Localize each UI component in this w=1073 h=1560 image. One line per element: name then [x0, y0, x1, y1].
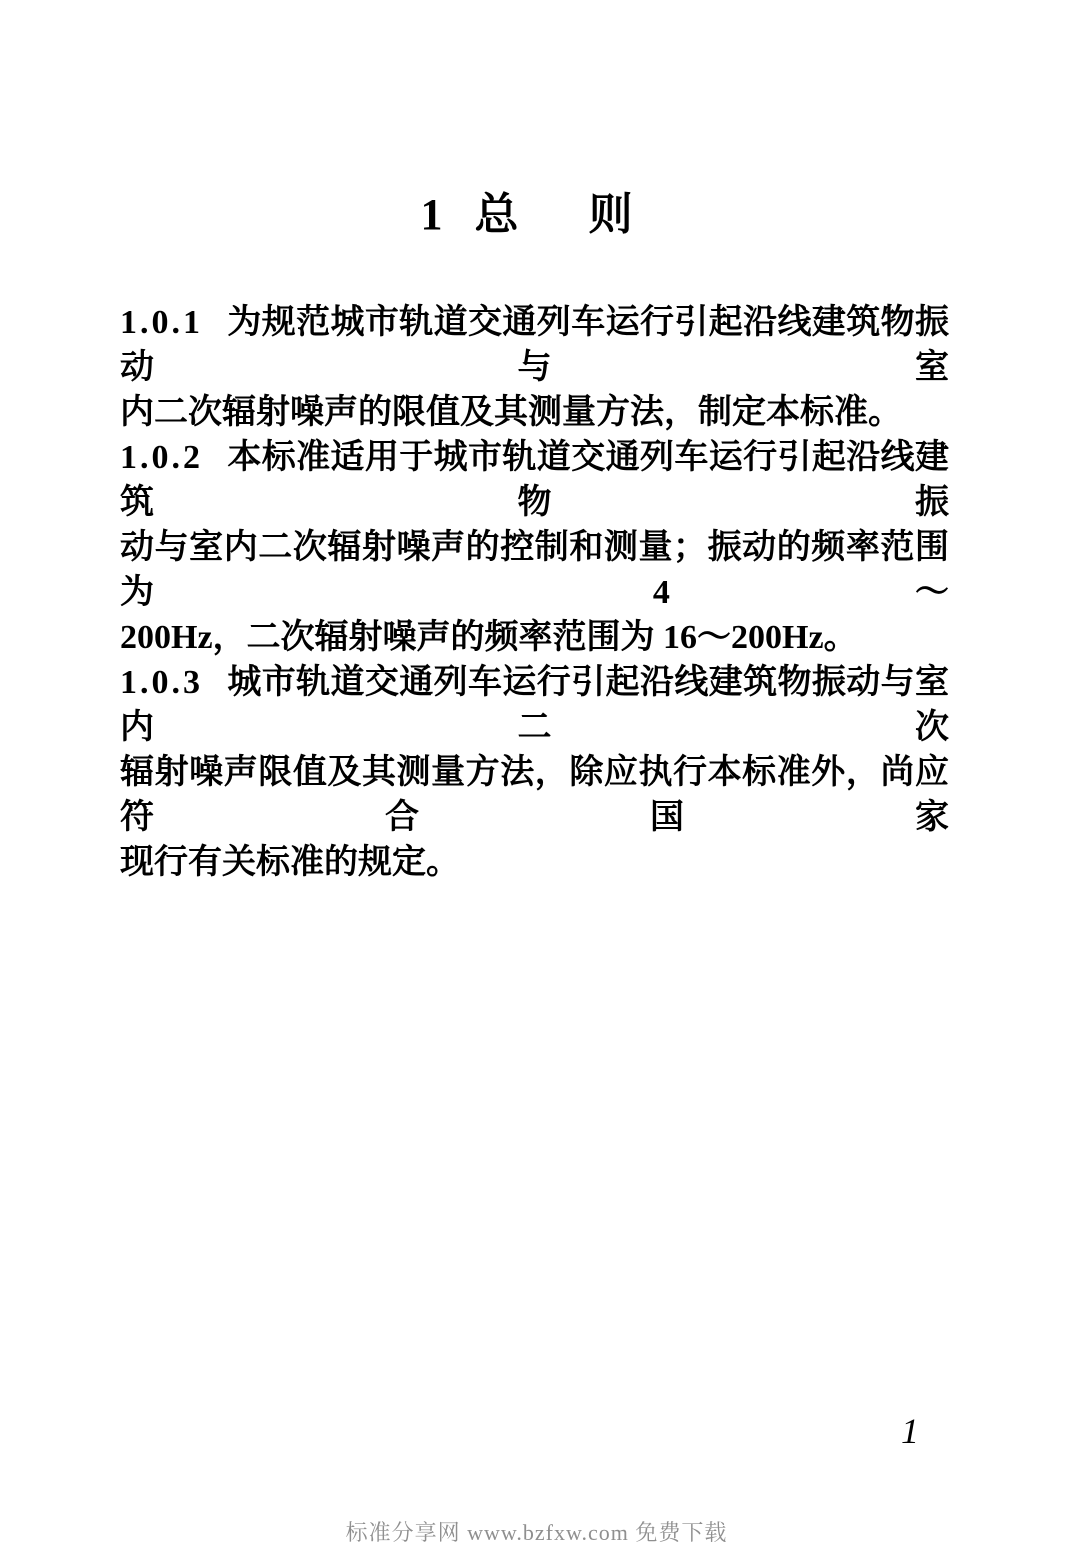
clause-text: 本标准适用于城市轨道交通列车运行引起沿线建筑物振 [120, 439, 949, 521]
text-line: 现行有关标准的规定。 [120, 844, 460, 881]
clause-number: 1.0.2 [120, 439, 203, 476]
text-line [120, 660, 949, 750]
body-text [120, 300, 949, 885]
clause-number: 1.0.1 [120, 304, 203, 341]
text-line: 200Hz，二次辐射噪声的频率范围为 16～200Hz。 [120, 619, 858, 656]
clause-1-0-2 [120, 435, 949, 660]
watermark-text: 标准分享网 www.bzfxw.com 免费下载 [345, 1520, 728, 1545]
text-line [120, 435, 949, 525]
page-number: 1 [901, 1411, 919, 1451]
text-line: 辐射噪声限值及其测量方法，除应执行本标准外，尚应符合国家 [120, 754, 949, 836]
clause-number: 1.0.3 [120, 664, 203, 701]
text-line [120, 300, 949, 390]
text-line: 动与室内二次辐射噪声的控制和测量；振动的频率范围为 4～ [120, 529, 949, 611]
clause-text: 为规范城市轨道交通列车运行引起沿线建筑物振动与室 [120, 304, 949, 386]
chapter-number: 1 [420, 190, 443, 239]
clause-text: 城市轨道交通列车运行引起沿线建筑物振动与室内二次 [120, 664, 949, 746]
chapter-title-char-2: 则 [588, 190, 633, 239]
chapter-title [0, 191, 1063, 239]
chapter-title-char-1: 总 [474, 190, 519, 239]
clause-1-0-1 [120, 300, 949, 435]
text-line: 内二次辐射噪声的限值及其测量方法，制定本标准。 [120, 394, 902, 431]
clause-1-0-3 [120, 660, 949, 885]
